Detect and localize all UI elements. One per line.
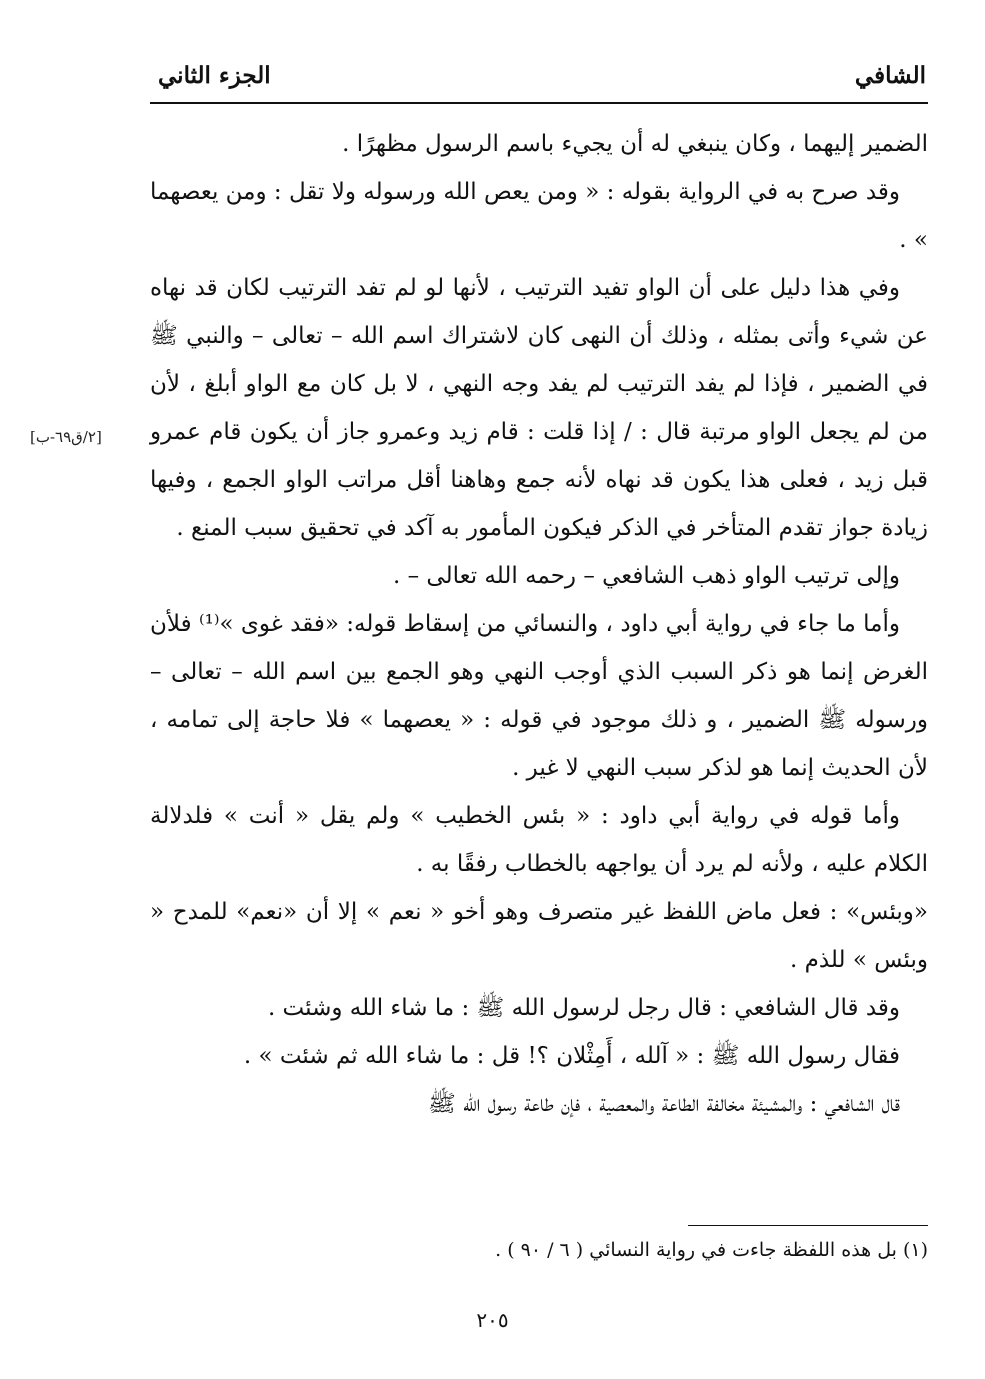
page-number: ٢٠٥ [476, 1308, 509, 1332]
paragraph-1: الضمير إليهما ، وكان ينبغي له أن يجيء باسم الرسول مظهرًا . [342, 131, 928, 157]
paragraph-2: وقد صرح به في الرواية بقوله : « ومن يعص الله ورسوله ولا تقل : ومن يعصهما » . [150, 179, 928, 253]
paragraph-9: فقال رسول الله ﷺ : « آلله ، أَمِثْلان ؟! قل : ما شاء الله ثم شئت » . [243, 1043, 900, 1069]
paragraph-6: وأما قوله في رواية أبي داود : « بئس الخطيب » ولم يقل « أنت » فلدلالة الكلام عليه ، ولأنه لم يرد أن يواجهه بالخطاب رفقًا به . [150, 803, 928, 877]
footnote: (١) بل هذه اللفظة جاءت في رواية النسائي ( ٦ / ٩٠ ) . [495, 1239, 928, 1261]
footnote-divider [688, 1225, 928, 1226]
paragraph-7: «وبئس» : فعل ماض اللفظ غير متصرف وهو أخو « نعم » إلا أن «نعم» للمدح « وبئس » للذم . [150, 899, 928, 973]
book-title: الشافي [854, 62, 926, 89]
main-text [150, 120, 928, 1128]
running-header [150, 58, 928, 104]
paragraph-8: وقد قال الشافعي : قال رجل لرسول الله ﷺ : ما شاء الله وشئت . [267, 995, 900, 1021]
paragraph-3: وفي هذا دليل على أن الواو تفيد الترتيب ، لأنها لو لم تفد الترتيب لكان قد نهاه عن شيء وأتى بمثله ، وذلك أن النهى كان لاشتراك اسم الله – تعالى – والنبي ﷺ في الضمير ، فإذا لم يفد الترتيب لم يفد وجه النهي ، لا بل كان مع الواو أبلغ ، لأن من لم يجعل الواو مرتبة قال : / إذا قلت : قام زيد وعمرو جاز أن يكون قام عمرو قبل زيد ، فعلى هذا يكون قد نهاه لأنه جمع وهاهنا أقل مراتب الواو الجمع ، وفيها زيادة جواز تقدم المتأخر في الذكر فيكون المأمور به آكد في تحقيق سبب المنع . [150, 275, 928, 541]
paragraph-5: وأما ما جاء في رواية أبي داود ، والنسائي من إسقاط قوله: «فقد غوى »⁽¹⁾ فلأن الغرض إنما هو ذكر السبب الذي أوجب النهي وهو الجمع بين اسم الله – تعالى – ورسوله ﷺ الضمير ، و ذلك موجود في قوله : « يعصهما » فلا حاجة إلى تمامه ، لأن الحديث إنما هو لذكر سبب النهي لا غير . [150, 611, 928, 781]
volume-title: الجزء الثاني [158, 62, 271, 89]
manuscript-folio-note: [٢/ق٦٩-ب] [30, 428, 102, 446]
paragraph-4: وإلى ترتيب الواو ذهب الشافعي – رحمه الله تعالى – . [392, 563, 900, 589]
paragraph-10: قال الشافعي : والمشيئة مخالفة الطاعة والمعصية ، فإن طاعة رسول الله ﷺ [428, 1091, 900, 1117]
